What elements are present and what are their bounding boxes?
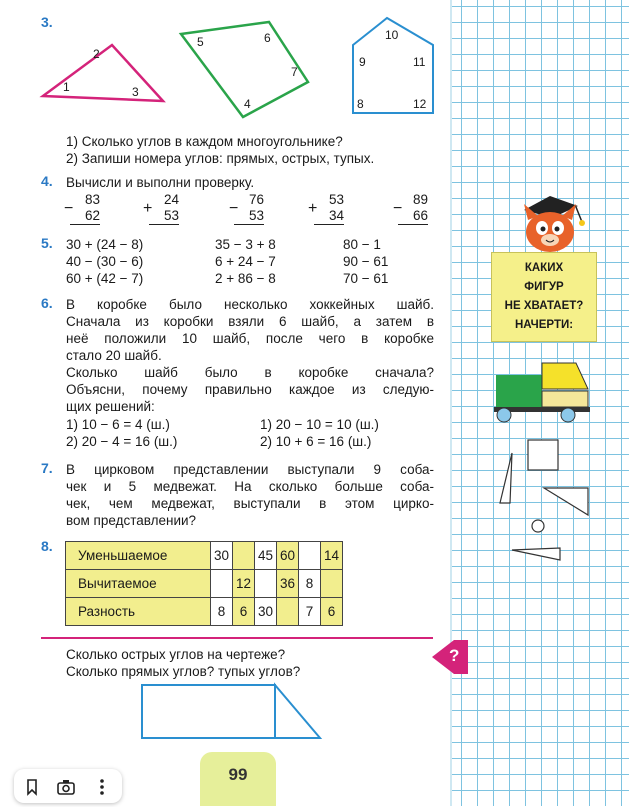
- wheel-shape: [561, 408, 575, 422]
- section-divider: [41, 637, 433, 639]
- expression: 35 − 3 + 8: [215, 237, 276, 252]
- question-mark: ?: [449, 646, 460, 665]
- operator-sign: −: [229, 200, 239, 217]
- table-cell: [233, 542, 255, 570]
- row-label: Вычитаемое: [66, 570, 211, 598]
- question-line: Сколько острых углов на чертеже?: [66, 647, 286, 662]
- text-line: Сколько шайб было в коробке сначала?: [66, 365, 434, 380]
- bottom-number: 62: [70, 208, 100, 225]
- table-cell: 12: [233, 570, 255, 598]
- task-title: Вычисли и выполни проверку.: [66, 175, 255, 190]
- text-line: Сначала из коробки взяли 6 шайб, а затем в: [66, 314, 434, 329]
- table-cell: 6: [233, 598, 255, 626]
- operator-sign: +: [143, 200, 153, 217]
- table-cell: 7: [299, 598, 321, 626]
- triangle-shape: [512, 548, 560, 560]
- text-line: вом представлении?: [66, 513, 197, 528]
- text-line: В коробке было несколько хоккейных шайб.: [66, 297, 434, 312]
- top-number: 89: [412, 192, 428, 207]
- table-row: [66, 542, 343, 570]
- angle-label: 10: [385, 28, 399, 42]
- top-number: 76: [248, 192, 264, 207]
- row-label: Разность: [66, 598, 211, 626]
- angle-label: 8: [357, 97, 364, 111]
- text-line: чек и 5 медвежат. На сколько больше соба-: [66, 479, 434, 494]
- question-line: Сколько прямых углов? тупых углов?: [66, 664, 301, 679]
- table-row: [66, 598, 343, 626]
- solution-line: 2) 10 + 6 = 16 (ш.): [260, 434, 372, 449]
- table-cell: 60: [277, 542, 299, 570]
- page-number: 99: [228, 765, 248, 784]
- top-number: 83: [84, 192, 100, 207]
- bottom-number: 66: [398, 208, 428, 225]
- angle-label: 3: [132, 85, 139, 99]
- expression: 6 + 24 − 7: [215, 254, 276, 269]
- truck-body-shape: [496, 375, 542, 407]
- shapes-drawing: [490, 355, 600, 575]
- triangle-shape: [500, 453, 512, 503]
- top-number: 53: [328, 192, 344, 207]
- text-line: щих решений:: [66, 399, 155, 414]
- text-line: стало 20 шайб.: [66, 348, 162, 363]
- expression: 70 − 61: [343, 271, 389, 286]
- angle-label: 2: [93, 47, 100, 61]
- truck-cabin-shape: [542, 363, 588, 389]
- page-number-tab: [200, 752, 276, 806]
- task-number: 8.: [41, 538, 53, 554]
- bottom-number: 53: [234, 208, 264, 225]
- table-cell: [277, 598, 299, 626]
- circle-shape: [532, 520, 544, 532]
- angle-label: 1: [63, 80, 70, 94]
- expression: 30 + (24 − 8): [66, 237, 144, 252]
- table-cell: 14: [321, 542, 343, 570]
- table-cell: [211, 570, 233, 598]
- task-number: 3.: [41, 14, 53, 30]
- sign-line: ФИГУР: [524, 281, 564, 293]
- triangle-shape: [43, 45, 163, 101]
- operator-sign: +: [308, 200, 318, 217]
- wheel-shape: [497, 408, 511, 422]
- text-line: Объясни, почему правильно каждое из следую-: [66, 382, 434, 397]
- angle-label: 11: [413, 55, 426, 69]
- table-cell: 45: [255, 542, 277, 570]
- task-number: 6.: [41, 295, 53, 311]
- solution-line: 2) 20 − 4 = 16 (ш.): [66, 434, 178, 449]
- table-cell: [299, 542, 321, 570]
- text-line: чек, чем медвежат, выступали в этом цирко-: [66, 496, 434, 511]
- sign-line: НЕ ХВАТАЕТ?: [504, 300, 584, 312]
- angles-drawing: [130, 680, 340, 750]
- column-calculation: [398, 192, 428, 225]
- angle-label: 4: [244, 97, 251, 111]
- table-cell: [321, 570, 343, 598]
- angle-label: 5: [197, 35, 204, 49]
- sign-line: КАКИХ: [524, 262, 564, 274]
- triangle-shape: [544, 488, 588, 515]
- viewer-toolbar: [14, 769, 122, 803]
- task-number: 4.: [41, 173, 53, 189]
- table-cell: 36: [277, 570, 299, 598]
- text-line: В цирковом представлении выступали 9 соба-: [66, 462, 434, 477]
- angle-label: 6: [264, 31, 271, 45]
- operator-sign: −: [393, 200, 403, 217]
- table-cell: 30: [255, 598, 277, 626]
- question-line: 1) Сколько углов в каждом многоугольнике?: [66, 134, 343, 149]
- table-cell: [255, 570, 277, 598]
- task-number: 7.: [41, 460, 53, 476]
- more-icon[interactable]: [90, 775, 114, 799]
- operator-sign: −: [64, 200, 74, 217]
- expression: 40 − (30 − 6): [66, 254, 144, 269]
- sign-line: НАЧЕРТИ:: [514, 319, 574, 331]
- angle-label: 7: [291, 65, 298, 79]
- subtraction-table: [65, 541, 343, 626]
- table-row: [66, 570, 343, 598]
- expression: 80 − 1: [343, 237, 381, 252]
- expression: 2 + 86 − 8: [215, 271, 276, 286]
- expression: 60 + (42 − 7): [66, 271, 144, 286]
- solution-line: 1) 10 − 6 = 4 (ш.): [66, 417, 170, 432]
- column-calculation: [70, 192, 100, 225]
- task-number: 5.: [41, 235, 53, 251]
- square-shape: [528, 440, 558, 470]
- solution-line: 1) 20 − 10 = 10 (ш.): [260, 417, 379, 432]
- row-label: Уменьшаемое: [66, 542, 211, 570]
- column-calculation: [314, 192, 344, 225]
- cat-mascot-illustration: [510, 190, 590, 256]
- table-cell: 6: [321, 598, 343, 626]
- polygons-figure: [0, 0, 450, 130]
- bottom-number: 53: [149, 208, 179, 225]
- table-cell: 30: [211, 542, 233, 570]
- angle-label: 9: [359, 55, 366, 69]
- bookmark-icon[interactable]: [20, 775, 44, 799]
- angle-label: 12: [413, 97, 427, 111]
- expression: 90 − 61: [343, 254, 389, 269]
- question-line: 2) Запиши номера углов: прямых, острых, тупых.: [66, 151, 375, 166]
- camera-icon[interactable]: [54, 775, 78, 799]
- table-cell: 8: [211, 598, 233, 626]
- text-line: неё положили 10 шайб, после чего в коробке: [66, 331, 434, 346]
- bottom-number: 34: [314, 208, 344, 225]
- table-cell: 8: [299, 570, 321, 598]
- column-calculation: [149, 192, 179, 225]
- question-badge: [432, 640, 468, 674]
- column-calculation: [234, 192, 264, 225]
- top-number: 24: [163, 192, 179, 207]
- sign-board: [491, 252, 597, 342]
